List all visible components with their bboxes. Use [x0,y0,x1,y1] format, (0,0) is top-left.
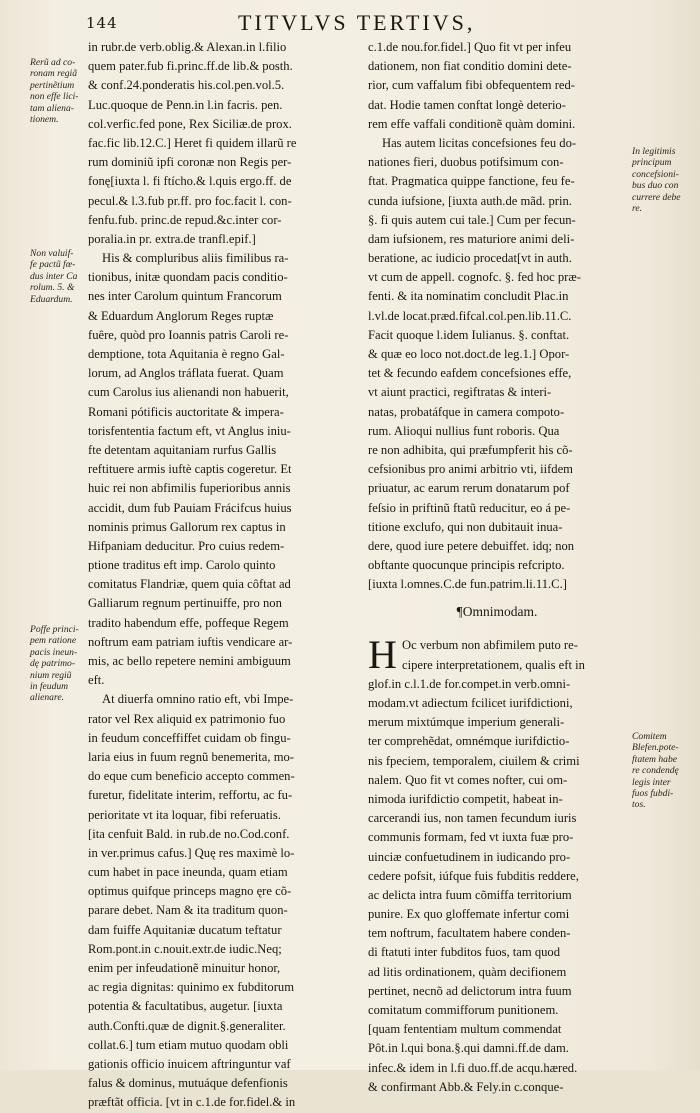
text-line: & quæ eo loco not.doct.de leg.1.] Opor- [368,347,570,361]
text-line: modam.vt adiectum fcilicet iurifdictioni, [368,696,573,710]
text-line: di ftatuti inter fubditos fuos, tam quod [368,945,561,960]
text-line: perioritate vt ita loquar, fibi referuatis. [88,807,281,822]
text-line: cefsionibus pro animi arbitrio vti, iifdem [368,462,573,477]
text-line: pacis ineun- [30,646,78,658]
text-line: fenfu.fub. princ.de repud.&c.inter cor- [88,212,282,227]
text-line: fenti. & ita nominatim concludit Plac.in [368,289,569,304]
text-line: punire. Ex quo gloffemate infertur comi [368,907,570,922]
left-column [88,38,352,1113]
text-line: collat.6.] tum etiam mutuo quodam obli [88,1037,289,1052]
text-line: Facit quoque l.idem Iulianus. §. conftat. [368,327,570,342]
text-line: rum dominiũ ipfi coronæ non Regis per- [88,155,292,170]
text-line: Luc.quoque de Penn.in l.in facris. pen. [88,97,283,112]
text-line: huic rei non abfimilis fuperioribus annis [88,481,291,496]
text-line: concefsioni- [632,168,679,180]
text-line: accidit, dum fub Pauiam Frácifcus huius [88,500,292,515]
text-line: rem effe vaffali conditionẽ quàm domini. [368,116,576,131]
text-line: re non adhibita, qui præfumpferit his cõ- [368,442,573,457]
page-number: 144 [86,14,118,32]
right-paragraph-3 [368,675,626,1097]
text-line: obftante quocunque principis refcripto. [368,558,565,573]
marginal-note-comitem [632,731,694,811]
text-line: in feudum [30,681,69,693]
text-line: laria eius in fuum regnũ benemerita, mo- [88,749,294,764]
text-line: l.vl.de locat.præd.fifcal.col.pen.lib.11.C. [368,308,572,323]
text-line: Pôt.in l.qui bona.§.qui damni.ff.de dam. [368,1041,569,1056]
text-line: glof.in c.l.1.de for.compet.in verb.omni- [368,676,571,691]
left-paragraph-1 [88,38,352,249]
text-line: dam iufsionem, res maturiore animi deli- [368,231,575,246]
text-line: ac regia dignitas: quinimo ex fubditorum [88,980,295,995]
text-line: in rubr.de verb.oblig.& Alexan.in l.filio [88,40,287,54]
text-line: Eduardum. [30,293,73,305]
text-line: infec.& idem in l.fi duo.ff.de acqu.hæred. [368,1060,578,1075]
text-line: bus duo con [632,180,679,192]
text-line: tionem. [30,114,59,126]
text-line: Rom.pont.in c.nouit.extr.de iudic.Neq; [88,941,282,956]
right-paragraph-2 [368,134,626,595]
text-line: rior, cum vaffalum fibi obfequentem red- [368,78,575,93]
text-line: communis formam, fed vt iuxta fuæ pro- [368,830,574,845]
text-line: fe pactũ fœ- [30,259,76,271]
text-line: legis inter [632,776,671,788]
text-line: Non valuif- [30,248,74,259]
text-line: currere debe [632,191,681,203]
text-line: parare debet. Nam & ita traditum quon- [88,903,288,918]
text-line: re condendę [632,765,679,777]
text-line: pertinẽtium [30,79,75,91]
text-line: vt cum de appell. cognofc. §. fed hoc præ- [368,270,581,285]
text-line: dam fuiffe Aquitaniæ ducatum teftatur [88,922,282,937]
text-line: reftituere armis iuftè captis cogeretur. Et [88,462,292,477]
text-line: in feudum conceffiffet cuidam ob fingu- [88,730,291,745]
text-line: beratione, ac iudicio procedat[vt in auth. [368,251,572,266]
text-line: rum. Alioqui nullius funt roboris. Qua [368,423,560,438]
text-line: in ver.primus cafus.] Quę res maximè lo- [88,845,295,860]
text-line: potentia & facultatibus, augetur. [iuxta [88,999,283,1014]
text-line: noftrum eam patriam iuftis vendicare ar- [88,634,293,649]
text-line: ftat. Pragmatica quippe fanctione, feu fe- [368,174,575,189]
text-line: cedere pofsit, iúfque fuis fubditis reddere, [368,868,579,883]
text-line: nationes fieri, duobus potifsimum con- [368,155,564,170]
text-line: §. fi quis autem cui tale.] Cum per fecun- [368,212,576,227]
right-paragraph-1 [368,38,626,134]
text-line: [quam fententiam multum commendat [368,1022,562,1037]
text-line: cipere interpretationem, qualis eft in [402,657,585,672]
text-line: falus & dominus, mutuáque defenfionis [88,1076,288,1091]
text-line: dere, quod iure petere debuiffet. idq; non [368,538,575,553]
text-line: torisfententia factum eft, vt Anglus iniu- [88,423,291,438]
text-line: merum mixtúmque imperium generali- [368,715,565,730]
dropcap-paragraph [368,632,626,678]
text-line: natas, probatáfque in camera compoto- [368,404,565,419]
text-line: fte detentam aquitaniam rurfus Gallis [88,442,277,457]
text-line: nominis primus Gallorum rex captus in [88,519,286,534]
text-line: furetur, fidelitate interim, reffortu, ac fu- [88,788,293,803]
text-line: [ita cenfuit Bald. in rub.de no.Cod.conf. [88,826,290,841]
left-paragraph-2 [88,249,352,690]
text-line: demptione, tota Aquitania è regno Gal- [88,347,285,361]
text-line: pecul.& l.3.fub pr.ff. pro foc.facit l. con- [88,193,292,208]
marginal-note-feudum [30,624,88,704]
left-paragraph-3 [88,690,352,1112]
text-line: & confirmant Abb.& Fely.in c.conque- [368,1079,564,1094]
text-line: pem ratione [30,635,77,647]
text-line: col.verfic.fed pone, Rex Siciliæ.de prox. [88,116,292,131]
text-line: tos. [632,799,646,811]
text-line: priuatur, ac earum rerum donatarum pof [368,481,570,496]
text-line: nium regiũ [30,669,72,681]
text-line: fuos fubdi- [632,788,674,800]
text-line: tionibus, initæ quondam pacis conditio- [88,270,288,285]
text-line: His & compluribus aliis fimilibus ra- [102,251,289,266]
text-line: & Eduardum Anglorum Reges ruptæ [88,308,274,323]
text-line: vt aiunt practici, regiftratas & interi- [368,385,552,400]
text-line: alienare. [30,692,65,704]
text-line: In legitimis [632,146,676,157]
text-line: rolum. 5. & [30,282,75,294]
text-line: nalem. Quo fit vt comes nofter, cui om- [368,772,568,787]
running-title: TITVLVS TERTIVS, [238,10,476,35]
text-line: Has autem licitas concefsiones feu do- [382,135,577,150]
text-line: Romani pótificis auctoritate & impera- [88,404,284,419]
text-line: ronam regiã [30,68,77,80]
dropcap-lines [368,632,626,678]
text-line: nimoda iurifdictio competit, habeat in- [368,791,563,806]
text-line: Galliarum regnum pertinuiffe, pro non [88,596,282,611]
text-line: Poffe princi- [30,624,79,635]
text-line: Comitem [632,731,667,742]
text-line: pertinet, necnõ ad delictorum intra fuum [368,983,572,998]
text-line: fuêre, quòd pro Ioannis patris Caroli re- [88,327,289,342]
text-line: nes inter Carolum quintum Francorum [88,289,282,304]
text-line: dationem, non fiat conditio domini dete- [368,59,572,74]
drop-cap-letter: H [368,632,397,678]
text-line: principum [632,157,672,169]
text-line: fac.fic lib.12.C.] Heret fi quidem illarũ re [88,135,297,150]
text-line: mis, ac bello repetere nemini ambiguum [88,654,291,668]
text-line: tem noftrum, facultatem habere conden- [368,926,571,941]
marginal-note-treaty [30,248,88,305]
text-line: cunda iufsione, [iuxta auth.de mãd. prin. [368,193,572,208]
text-line: præftãt officia. [vt in c.1.de for.fidel.& in [88,1095,296,1110]
text-line: optimus quifque princeps magno ęre cõ- [88,884,292,899]
text-line: dus inter Ca [30,270,78,282]
text-line: Oc verbum non abfimilem puto re- [402,638,578,653]
section-heading: ¶Omnimodam. [456,604,538,620]
text-line: Rerũ ad co- [30,57,76,68]
text-line: auth.Confti.quæ de dignit.§.generaliter. [88,1018,286,1033]
text-line: ptione traditus eft imp. Carolo quinto [88,558,276,573]
text-line: eft. [88,673,105,688]
text-line: carcerandi ius, non tamen fecundum iuris [368,811,577,826]
text-line: titione exclufo, qui non dubitauit inua- [368,519,563,534]
text-line: comitatum commifforum punitionem. [368,1003,559,1017]
text-line: fonę[iuxta l. fi ftícho.& l.quis ergo.ff. de [88,174,292,189]
text-line: dat. Hodie tamen conftat longè deterio- [368,97,566,112]
text-line: poralia.in pr. extra.de tranfl.epif.] [88,231,256,246]
text-line: do eque cum beneficio accepto commen- [88,769,295,784]
text-line: nis fpeciem, temporalem, ciuilem & crimi [368,753,580,768]
text-line: rator vel Rex aliquid ex patrimonio fuo [88,711,286,726]
text-line: enim per infeudationẽ minuitur honor, [88,961,281,975]
text-line: non effe lici- [30,91,79,103]
text-line: lorum, ad Anglos tráflata fuerat. Quam [88,366,284,381]
text-line: uinciæ confuetudinem in iudicando pro- [368,849,571,864]
text-line: ftatem habe [632,753,678,765]
text-line: At diuerfa omnino ratio eft, vbi Impe- [102,692,294,707]
marginal-note-concessions [632,146,694,214]
text-line: ter comprehẽdat, omnémque iurifdictio- [368,734,570,749]
right-column [368,38,626,1097]
text-line: cum Carolus ius alienandi non habuerit, [88,385,289,400]
text-line: gationis officio inuicem aftringuntur vaf [88,1056,291,1071]
page-header [86,8,626,36]
text-line: tet & fecundo eafdem concefsiones effe, [368,366,572,381]
text-line: Blefen.pote- [632,742,679,754]
text-line: & conf.24.ponderatis his.col.pen.vol.5. [88,78,285,93]
text-line: comitatus Flandriæ, quem quia côftat ad [88,577,291,592]
marginal-note-alienation [30,57,88,125]
text-line: tam aliena- [30,102,74,114]
text-line: cum habet in pace ineunda, quam etiam [88,865,288,880]
text-line: c.1.de nou.for.fidel.] Quo fit vt per infeu [368,40,572,54]
text-line: dę patrimo- [30,658,76,670]
text-line: ad litis ordinationem, quàm decifionem [368,964,567,979]
text-line: quem pater.fub fi.princ.ff.de lib.& posth. [88,59,293,74]
text-line: feſsio in priftinũ ftatũ reducitur, eo á pe- [368,500,571,515]
text-line: [iuxta l.omnes.C.de fun.patrim.li.11.C.] [368,577,567,592]
text-line: tradito habendum effe, poffeque Regem [88,615,289,630]
text-line: Hifpaniam deducitur. Pro cuius redem- [88,538,285,553]
text-line: re. [632,203,643,215]
text-line: ac delicta intra fuum cõmiffa territorium [368,887,572,902]
